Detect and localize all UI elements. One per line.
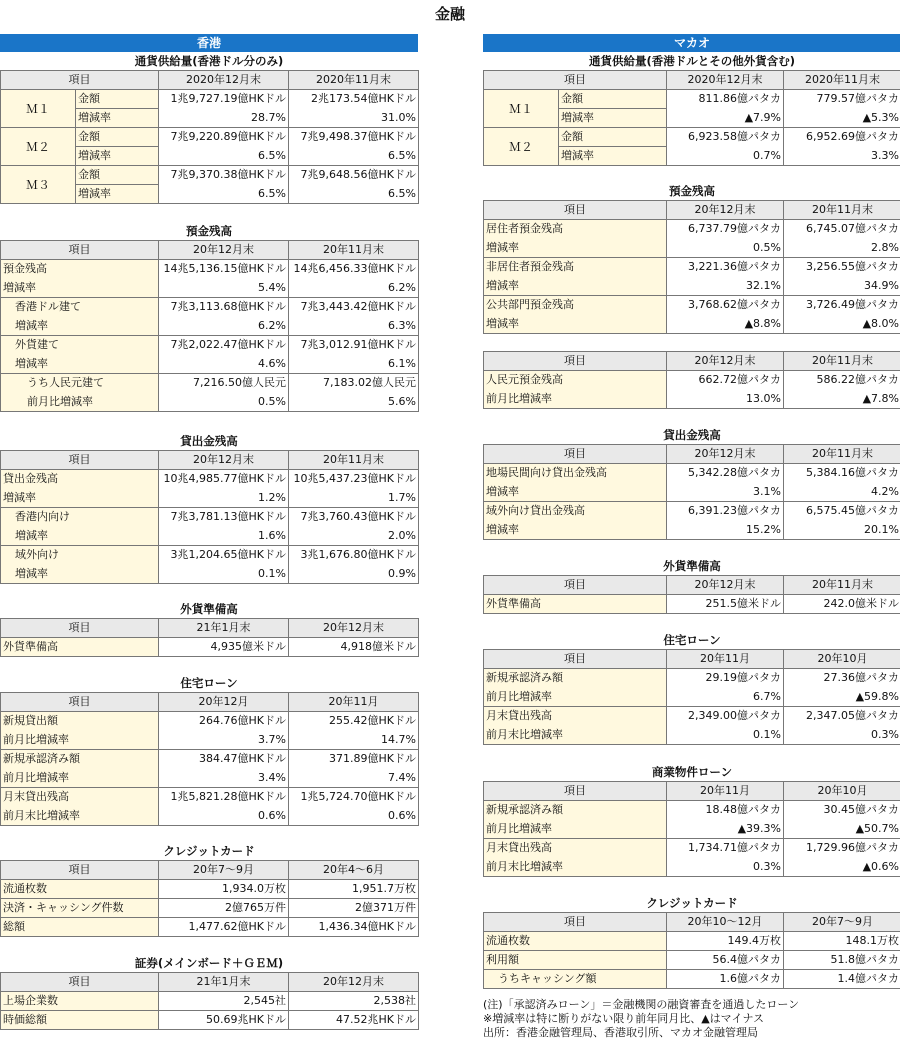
- sub-label: 金額: [76, 128, 159, 147]
- value: 1.2%: [159, 489, 289, 508]
- value: ▲0.6%: [784, 858, 900, 877]
- header-col1: 20年12月末: [667, 576, 784, 595]
- value: 6.7%: [667, 688, 784, 707]
- value: 6,391.23億パタカ: [667, 502, 784, 521]
- mo-housing-loans-section: [483, 631, 900, 745]
- row-label: 月末貸出残高: [1, 788, 159, 807]
- row-label: 香港内向け: [1, 508, 159, 527]
- value: 1,734.71億パタカ: [667, 839, 784, 858]
- value: 2兆173.54億HKドル: [289, 90, 419, 109]
- value: 3.1%: [667, 483, 784, 502]
- hk-deposits-section: [0, 222, 418, 412]
- header-col1: 21年1月末: [159, 619, 289, 638]
- value: 4,918億米ドル: [289, 638, 419, 657]
- row-label: 新規承認済み額: [484, 669, 667, 688]
- mo-deposits-table: [483, 200, 900, 334]
- value: 7兆3,781.13億HKドル: [159, 508, 289, 527]
- mo-commercial-loans-section: [483, 763, 900, 877]
- row-label: 外貨準備高: [1, 638, 159, 657]
- sub-label: 増減率: [76, 185, 159, 204]
- value: 0.1%: [667, 726, 784, 745]
- value: 50.69兆HKドル: [159, 1011, 289, 1030]
- header-col1: 20年12月末: [667, 445, 784, 464]
- value: 7兆3,113.68億HKドル: [159, 298, 289, 317]
- mo-deposits-section: [483, 182, 900, 334]
- row-label: 時価総額: [1, 1011, 159, 1030]
- mo-rmb-deposits-table: [483, 351, 900, 409]
- header-col2: 20年12月末: [289, 973, 419, 992]
- value: 1,436.34億HKドル: [289, 918, 419, 937]
- row-label: 増減率: [1, 565, 159, 584]
- value: 14兆5,136.15億HKドル: [159, 260, 289, 279]
- row-label: 公共部門預金残高: [484, 296, 667, 315]
- header-col2: 20年11月末: [784, 445, 900, 464]
- mo-loans-section: [483, 426, 900, 540]
- mo-money-supply-table: [483, 70, 900, 166]
- value: 7兆3,443.42億HKドル: [289, 298, 419, 317]
- header-col1: 20年12月末: [159, 451, 289, 470]
- section-title: 住宅ローン: [663, 633, 721, 647]
- header-col1: 2020年12月末: [159, 71, 289, 90]
- value: 779.57億パタカ: [784, 90, 900, 109]
- value: 0.6%: [159, 807, 289, 826]
- header-col2: 2020年11月末: [289, 71, 419, 90]
- row-label: 前月末比増減率: [484, 858, 667, 877]
- header-item: 項目: [1, 451, 159, 470]
- value: 18.48億パタカ: [667, 801, 784, 820]
- value: 6,737.79億パタカ: [667, 220, 784, 239]
- row-label: 増減率: [484, 277, 667, 296]
- row-label: 増減率: [1, 527, 159, 546]
- value: 2.8%: [784, 239, 900, 258]
- row-label: 前月末比増減率: [1, 807, 159, 826]
- value: 0.6%: [289, 807, 419, 826]
- row-label: 月末貸出残高: [484, 707, 667, 726]
- section-title: 外貨準備高: [663, 559, 721, 573]
- value: 0.5%: [667, 239, 784, 258]
- value: 51.8億パタカ: [784, 951, 900, 970]
- value: 0.9%: [289, 565, 419, 584]
- footnotes: [483, 998, 900, 1040]
- value: ▲7.9%: [667, 109, 784, 128]
- header-col1: 20年11月: [667, 782, 784, 801]
- mo-credit-card-section: [483, 894, 900, 989]
- value: 242.0億米ドル: [784, 595, 900, 614]
- value: ▲8.0%: [784, 315, 900, 334]
- value: 6,745.07億パタカ: [784, 220, 900, 239]
- row-label: Ｍ２: [1, 128, 76, 166]
- row-label: 増減率: [1, 279, 159, 298]
- row-label: 新規貸出額: [1, 712, 159, 731]
- hk-fx-reserves-section: [0, 600, 418, 657]
- value: 6,923.58億パタカ: [667, 128, 784, 147]
- header-item: 項目: [484, 782, 667, 801]
- value: 3.3%: [784, 147, 900, 166]
- header-item: 項目: [1, 619, 159, 638]
- sub-label: 金額: [76, 166, 159, 185]
- header-col2: 20年7～9月: [784, 913, 900, 932]
- region-header-macau: マカオ: [483, 34, 900, 52]
- value: 3,726.49億パタカ: [784, 296, 900, 315]
- value: 7,183.02億人民元: [289, 374, 419, 393]
- value: 1,951.7万枚: [289, 880, 419, 899]
- value: 10兆4,985.77億HKドル: [159, 470, 289, 489]
- row-label: 預金残高: [1, 260, 159, 279]
- value: 1,477.62億HKドル: [159, 918, 289, 937]
- value: 811.86億パタカ: [667, 90, 784, 109]
- value: 3.4%: [159, 769, 289, 788]
- value: 6.3%: [289, 317, 419, 336]
- page-title: 金融: [434, 5, 465, 23]
- hk-securities-section: [0, 954, 418, 1030]
- value: 28.7%: [159, 109, 289, 128]
- row-label: 増減率: [484, 239, 667, 258]
- row-label: 増減率: [1, 317, 159, 336]
- mo-rmb-deposits-section: [483, 351, 900, 409]
- value: 7兆9,498.37億HKドル: [289, 128, 419, 147]
- value: 371.89億HKドル: [289, 750, 419, 769]
- header-item: 項目: [484, 71, 667, 90]
- value: 3.7%: [159, 731, 289, 750]
- value: 6,575.45億パタカ: [784, 502, 900, 521]
- header-col1: 2020年12月末: [667, 71, 784, 90]
- value: 3,221.36億パタカ: [667, 258, 784, 277]
- value: 1兆9,727.19億HKドル: [159, 90, 289, 109]
- row-label: 増減率: [1, 355, 159, 374]
- value: 7,216.50億人民元: [159, 374, 289, 393]
- value: 1兆5,724.70億HKドル: [289, 788, 419, 807]
- value: 56.4億パタカ: [667, 951, 784, 970]
- row-label: 貸出金残高: [1, 470, 159, 489]
- value: 0.1%: [159, 565, 289, 584]
- row-label: 非居住者預金残高: [484, 258, 667, 277]
- value: 47.52兆HKドル: [289, 1011, 419, 1030]
- value: 29.19億パタカ: [667, 669, 784, 688]
- hk-credit-card-section: [0, 842, 418, 937]
- value: 7兆2,022.47億HKドル: [159, 336, 289, 355]
- header-col2: 20年11月末: [289, 451, 419, 470]
- value: 2,347.05億パタカ: [784, 707, 900, 726]
- value: 7兆3,760.43億HKドル: [289, 508, 419, 527]
- hk-housing-loans-section: [0, 674, 418, 826]
- header-col1: 20年12月末: [667, 352, 784, 371]
- hongkong-column: [0, 34, 418, 1026]
- value: 0.7%: [667, 147, 784, 166]
- value: 4.2%: [784, 483, 900, 502]
- value: 5,384.16億パタカ: [784, 464, 900, 483]
- header-item: 項目: [484, 445, 667, 464]
- value: ▲50.7%: [784, 820, 900, 839]
- section-title: 通貨供給量(香港ドル分のみ): [134, 54, 284, 68]
- value: 5.4%: [159, 279, 289, 298]
- row-label: 香港ドル建て: [1, 298, 159, 317]
- section-title: 貸出金残高: [180, 434, 238, 448]
- header-col2: 20年11月末: [784, 576, 900, 595]
- header-col1: 21年1月末: [159, 973, 289, 992]
- header-item: 項目: [1, 973, 159, 992]
- header-item: 項目: [484, 576, 667, 595]
- footnote: ※増減率は特に断りがない限り前年同月比、▲はマイナス: [483, 1012, 765, 1025]
- row-label: 増減率: [484, 483, 667, 502]
- header-item: 項目: [1, 71, 159, 90]
- sub-label: 金額: [559, 90, 667, 109]
- header-col2: 20年4～6月: [289, 861, 419, 880]
- section-title: クレジットカード: [646, 896, 738, 910]
- header-col1: 20年12月: [159, 693, 289, 712]
- value: 2,545社: [159, 992, 289, 1011]
- mo-credit-card-table: [483, 912, 900, 989]
- value: ▲59.8%: [784, 688, 900, 707]
- mo-loans-table: [483, 444, 900, 540]
- value: 6.5%: [159, 185, 289, 204]
- value: 7.4%: [289, 769, 419, 788]
- value: 6.1%: [289, 355, 419, 374]
- value: 14.7%: [289, 731, 419, 750]
- row-label: 前月比増減率: [484, 820, 667, 839]
- value: 384.47億HKドル: [159, 750, 289, 769]
- hk-loans-table: [0, 450, 419, 584]
- value: 30.45億パタカ: [784, 801, 900, 820]
- value: 2億765万件: [159, 899, 289, 918]
- sub-label: 増減率: [559, 109, 667, 128]
- value: 6.2%: [289, 279, 419, 298]
- value: 1.6億パタカ: [667, 970, 784, 989]
- hk-loans-section: [0, 432, 418, 584]
- header-col2: 20年12月末: [289, 619, 419, 638]
- value: 31.0%: [289, 109, 419, 128]
- value: 27.36億パタカ: [784, 669, 900, 688]
- value: 34.9%: [784, 277, 900, 296]
- value: 7兆9,370.38億HKドル: [159, 166, 289, 185]
- value: 3兆1,676.80億HKドル: [289, 546, 419, 565]
- value: 15.2%: [667, 521, 784, 540]
- header-col2: 20年11月末: [784, 352, 900, 371]
- section-title: 貸出金残高: [663, 428, 721, 442]
- value: 0.3%: [667, 858, 784, 877]
- value: 20.1%: [784, 521, 900, 540]
- row-label: 地場民間向け貸出金残高: [484, 464, 667, 483]
- value: 264.76億HKドル: [159, 712, 289, 731]
- value: 6.5%: [159, 147, 289, 166]
- value: 2,538社: [289, 992, 419, 1011]
- header-item: 項目: [484, 352, 667, 371]
- row-label: 域外向け貸出金残高: [484, 502, 667, 521]
- value: 7兆9,648.56億HKドル: [289, 166, 419, 185]
- row-label: うち人民元建て: [1, 374, 159, 393]
- row-label: 外貨準備高: [484, 595, 667, 614]
- value: 32.1%: [667, 277, 784, 296]
- row-label: 増減率: [484, 315, 667, 334]
- macau-column: [483, 34, 900, 1039]
- sub-label: 増減率: [559, 147, 667, 166]
- row-label: 総額: [1, 918, 159, 937]
- value: 0.3%: [784, 726, 900, 745]
- value: 1.4億パタカ: [784, 970, 900, 989]
- value: 14兆6,456.33億HKドル: [289, 260, 419, 279]
- value: 148.1万枚: [784, 932, 900, 951]
- header-col1: 20年12月末: [159, 241, 289, 260]
- hk-housing-loans-table: [0, 692, 419, 826]
- header-col2: 20年10月: [784, 782, 900, 801]
- value: 13.0%: [667, 390, 784, 409]
- row-label: 月末貸出残高: [484, 839, 667, 858]
- value: 10兆5,437.23億HKドル: [289, 470, 419, 489]
- value: 2,349.00億パタカ: [667, 707, 784, 726]
- value: 3兆1,204.65億HKドル: [159, 546, 289, 565]
- section-title: 商業物件ローン: [651, 765, 733, 779]
- section-title: 外貨準備高: [180, 602, 238, 616]
- mo-fx-reserves-table: [483, 575, 900, 614]
- value: 5,342.28億パタカ: [667, 464, 784, 483]
- header-col2: 2020年11月末: [784, 71, 900, 90]
- value: ▲39.3%: [667, 820, 784, 839]
- value: 1.6%: [159, 527, 289, 546]
- row-label: 増減率: [1, 489, 159, 508]
- value: ▲7.8%: [784, 390, 900, 409]
- header-item: 項目: [484, 913, 667, 932]
- row-label: Ｍ２: [484, 128, 559, 166]
- header-col2: 20年11月末: [289, 241, 419, 260]
- header-col2: 20年11月: [289, 693, 419, 712]
- hk-credit-card-table: [0, 860, 419, 937]
- value: 1,934.0万枚: [159, 880, 289, 899]
- value: 0.5%: [159, 393, 289, 412]
- value: 7兆3,012.91億HKドル: [289, 336, 419, 355]
- hk-securities-table: [0, 972, 419, 1030]
- row-label: Ｍ３: [1, 166, 76, 204]
- sub-label: 金額: [76, 90, 159, 109]
- row-label: 増減率: [484, 521, 667, 540]
- value: 251.5億米ドル: [667, 595, 784, 614]
- sub-label: 増減率: [76, 147, 159, 166]
- value: 1兆5,821.28億HKドル: [159, 788, 289, 807]
- value: ▲8.8%: [667, 315, 784, 334]
- row-label: 流通枚数: [484, 932, 667, 951]
- header-col2: 20年11月末: [784, 201, 900, 220]
- header-col1: 20年12月末: [667, 201, 784, 220]
- row-label: 流通枚数: [1, 880, 159, 899]
- hk-fx-reserves-table: [0, 618, 419, 657]
- value: 1,729.96億パタカ: [784, 839, 900, 858]
- header-item: 項目: [1, 241, 159, 260]
- hk-money-supply-section: [0, 52, 418, 204]
- row-label: 上場企業数: [1, 992, 159, 1011]
- mo-fx-reserves-section: [483, 557, 900, 614]
- header-item: 項目: [484, 201, 667, 220]
- value: 2億371万件: [289, 899, 419, 918]
- section-title: 証券(メインボード＋ＧＥＭ): [134, 956, 284, 970]
- row-label: 前月比増減率: [1, 393, 159, 412]
- value: 6.5%: [289, 147, 419, 166]
- row-label: 利用額: [484, 951, 667, 970]
- value: ▲5.3%: [784, 109, 900, 128]
- value: 149.4万枚: [667, 932, 784, 951]
- section-title: 預金残高: [186, 224, 232, 238]
- section-title: 住宅ローン: [180, 676, 238, 690]
- sub-label: 金額: [559, 128, 667, 147]
- hk-money-supply-table: [0, 70, 419, 204]
- section-title: クレジットカード: [163, 844, 255, 858]
- row-label: 決済・キャッシング件数: [1, 899, 159, 918]
- value: 4.6%: [159, 355, 289, 374]
- row-label: 前月比増減率: [1, 769, 159, 788]
- row-label: 居住者預金残高: [484, 220, 667, 239]
- header-col1: 20年7～9月: [159, 861, 289, 880]
- value: 6,952.69億パタカ: [784, 128, 900, 147]
- row-label: 前月比増減率: [484, 688, 667, 707]
- mo-housing-loans-table: [483, 649, 900, 745]
- row-label: 新規承認済み額: [1, 750, 159, 769]
- section-title: 通貨供給量(香港ドルとその他外貨含む): [588, 54, 795, 68]
- footnote: 出所：香港金融管理局、香港取引所、マカオ金融管理局: [483, 1026, 758, 1039]
- row-label: 前月比増減率: [484, 390, 667, 409]
- value: 7兆9,220.89億HKドル: [159, 128, 289, 147]
- row-label: 人民元預金残高: [484, 371, 667, 390]
- value: 255.42億HKドル: [289, 712, 419, 731]
- value: 3,768.62億パタカ: [667, 296, 784, 315]
- value: 1.7%: [289, 489, 419, 508]
- hk-deposits-table: [0, 240, 419, 412]
- header-col1: 20年11月: [667, 650, 784, 669]
- value: 586.22億パタカ: [784, 371, 900, 390]
- mo-money-supply-section: [483, 52, 900, 166]
- header-col1: 20年10～12月: [667, 913, 784, 932]
- sub-label: 増減率: [76, 109, 159, 128]
- value: 6.2%: [159, 317, 289, 336]
- row-label: Ｍ１: [1, 90, 76, 128]
- row-label: 前月末比増減率: [484, 726, 667, 745]
- value: 2.0%: [289, 527, 419, 546]
- row-label: Ｍ１: [484, 90, 559, 128]
- header-item: 項目: [1, 861, 159, 880]
- value: 4,935億米ドル: [159, 638, 289, 657]
- region-header-hongkong: 香港: [0, 34, 418, 52]
- row-label: 外貨建て: [1, 336, 159, 355]
- header-item: 項目: [1, 693, 159, 712]
- value: 3,256.55億パタカ: [784, 258, 900, 277]
- mo-commercial-loans-table: [483, 781, 900, 877]
- value: 6.5%: [289, 185, 419, 204]
- value: 5.6%: [289, 393, 419, 412]
- row-label: うちキャッシング額: [484, 970, 667, 989]
- row-label: 前月比増減率: [1, 731, 159, 750]
- value: 662.72億パタカ: [667, 371, 784, 390]
- row-label: 新規承認済み額: [484, 801, 667, 820]
- section-title: 預金残高: [669, 184, 715, 198]
- header-item: 項目: [484, 650, 667, 669]
- row-label: 域外向け: [1, 546, 159, 565]
- footnote: (注)「承認済みローン」＝金融機関の融資審査を通過したローン: [483, 998, 800, 1011]
- header-col2: 20年10月: [784, 650, 900, 669]
